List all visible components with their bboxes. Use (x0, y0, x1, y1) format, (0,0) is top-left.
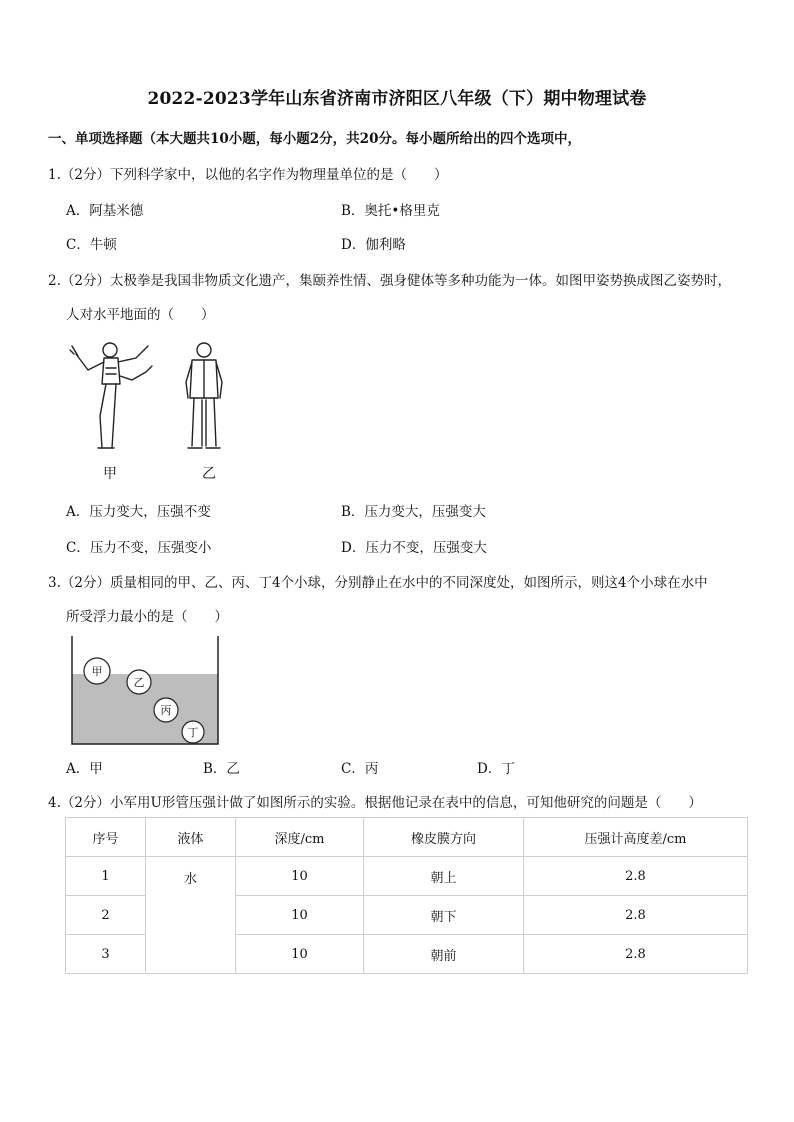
cell-no: 2 (66, 896, 146, 935)
header-cell: 深度/cm (236, 818, 364, 857)
q2-option-b: B．压力变大，压强变大 (341, 504, 486, 520)
question-3-stem-line2: 所受浮力最小的是（ ） (66, 609, 228, 625)
cell-liquid: 水 (146, 857, 236, 974)
cell-depth: 10 (236, 896, 364, 935)
cell-direction: 朝下 (364, 896, 524, 935)
taichi-figure-jia (66, 336, 166, 456)
figure-label-yi: 乙 (202, 466, 216, 482)
ball-label-yi: 乙 (133, 676, 145, 689)
q2-option-d: D．压力不变，压强变大 (341, 540, 487, 556)
q3-option-d: D．丁 (477, 761, 515, 777)
header-cell: 液体 (146, 818, 236, 857)
water-container-figure (68, 634, 224, 746)
q1-option-b: B．奥托•格里克 (341, 203, 440, 219)
question-2-stem-line1: 2.（2分）太极拳是我国非物质文化遗产，集颐养性情、强身健体等多种功能为一体。如图甲姿势换成图乙姿势时， (48, 273, 731, 289)
cell-no: 3 (66, 935, 146, 974)
table-row (66, 857, 748, 896)
question-2-stem-line2: 人对水平地面的（ ） (66, 307, 215, 323)
question-1-stem: 1.（2分）下列科学家中，以他的名字作为物理量单位的是（ ） (48, 167, 448, 183)
q3-option-c: C．丙 (341, 761, 379, 777)
cell-direction: 朝上 (364, 857, 524, 896)
header-cell: 序号 (66, 818, 146, 857)
taichi-figure-yi (176, 338, 232, 456)
figure-label-jia: 甲 (103, 466, 117, 482)
section-heading: 一、单项选择题（本大题共10小题，每小题2分，共20分。每小题所给出的四个选项中， (48, 131, 581, 147)
q3-option-a: A．甲 (66, 761, 103, 777)
q1-option-a: A．阿基米德 (66, 203, 144, 219)
cell-no: 1 (66, 857, 146, 896)
cell-diff: 2.8 (524, 935, 748, 974)
cell-depth: 10 (236, 857, 364, 896)
q3-option-b: B．乙 (203, 761, 240, 777)
ball-label-ding: 丁 (187, 726, 199, 739)
experiment-table (65, 817, 748, 974)
header-cell: 橡皮膜方向 (364, 818, 524, 857)
question-3-stem-line1: 3.（2分）质量相同的甲、乙、丙、丁4个小球，分别静止在水中的不同深度处，如图所示，则这4个小球在水中 (48, 575, 708, 591)
cell-direction: 朝前 (364, 935, 524, 974)
q1-option-c: C．牛顿 (66, 237, 117, 253)
q1-option-d: D．伽利略 (341, 237, 406, 253)
ball-label-jia: 甲 (91, 665, 103, 678)
q2-option-a: A．压力变大，压强不变 (66, 504, 211, 520)
question-4-stem: 4.（2分）小军用U形管压强计做了如图所示的实验。根据他记录在表中的信息，可知他研究的问题是（ ） (48, 795, 702, 811)
q2-option-c: C．压力不变，压强变小 (66, 540, 212, 556)
cell-diff: 2.8 (524, 896, 748, 935)
table-header-row (66, 818, 748, 857)
header-cell: 压强计高度差/cm (524, 818, 748, 857)
cell-diff: 2.8 (524, 857, 748, 896)
ball-label-bing: 丙 (160, 704, 172, 717)
page-title: 2022-2023学年山东省济南市济阳区八年级（下）期中物理试卷 (147, 89, 647, 109)
cell-depth: 10 (236, 935, 364, 974)
